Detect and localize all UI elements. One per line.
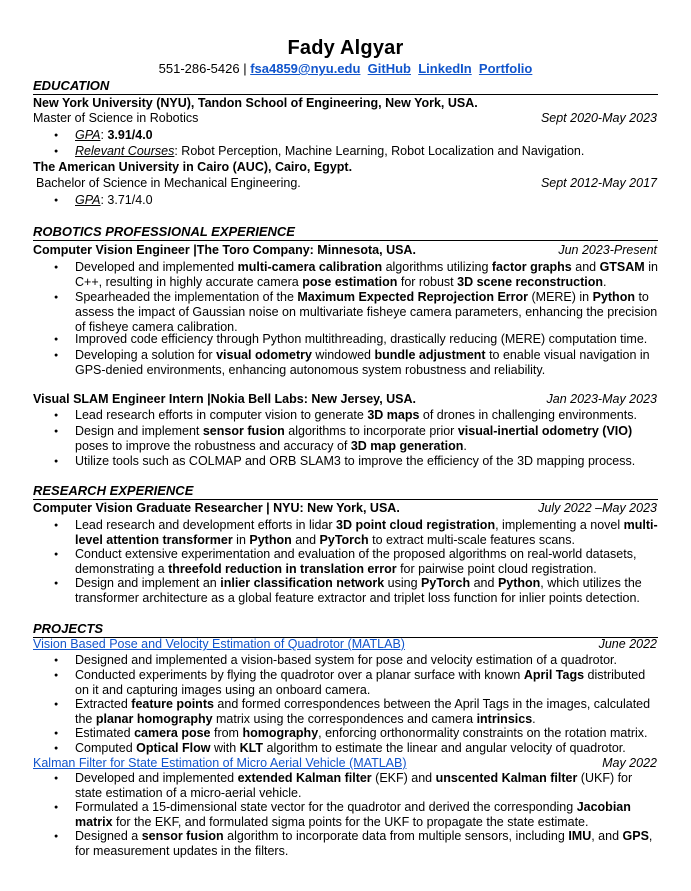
research-job-row bbox=[33, 501, 657, 516]
school2-gpa: ● GPA: 3.71/4.0 bbox=[75, 193, 660, 208]
email-link[interactable]: fsa4859@nyu.edu bbox=[250, 61, 361, 76]
research-job-title: Computer Vision Graduate Researcher | NYU: New York, USA. bbox=[33, 501, 400, 515]
projects-heading: PROJECTS bbox=[33, 621, 658, 638]
school2-name: The American University in Cairo (AUC), Cairo, Egypt. bbox=[33, 160, 353, 174]
job1-bullet-4: ● Developing a solution for visual odometry windowed bundle adjustment to enable visual navigation in GPS-denied environments, enhancing autonomous system robustness and reliability. bbox=[75, 348, 660, 378]
school2-dates: Sept 2012-May 2017 bbox=[540, 176, 657, 190]
project1-bullet-3: ● Extracted feature points and formed correspondences between the April Tags in the images, calculated the planar homography matrix using the correspondences and camera intrinsics. bbox=[75, 697, 660, 727]
project2-row bbox=[33, 756, 657, 771]
project2-bullet-2: ● Formulated a 15-dimensional state vector for the quadrotor and derived the corresponding Jacobian matrix for the EKF, and formulated sigma points for the UKF to propagate the state estimate. bbox=[75, 800, 660, 830]
job2-dates: Jan 2023-May 2023 bbox=[546, 392, 657, 406]
education-heading: EDUCATION bbox=[33, 78, 658, 95]
research-bullet-3: ● Design and implement an inlier classification network using PyTorch and Python, which utilizes the transformer architecture as a global feature extractor and triplet loss function for inlier points detection. bbox=[75, 576, 660, 606]
school1-courses: ● Relevant Courses: Robot Perception, Machine Learning, Robot Localization and Navigation. bbox=[75, 144, 660, 159]
project2-date: May 2022 bbox=[602, 756, 657, 770]
job1-row bbox=[33, 243, 657, 258]
project1-link[interactable]: Vision Based Pose and Velocity Estimation of Quadrotor (MATLAB) bbox=[33, 637, 405, 651]
job1-bullet-1: ● Developed and implemented multi-camera calibration algorithms utilizing factor graphs and GTSAM in C++, resulting in highly accurate camera pose estimation for robust 3D scene reconstruction. bbox=[75, 260, 660, 290]
research-bullet-1: ● Lead research and development efforts in lidar 3D point cloud registration, implementing a novel multi-level attention transformer in Python and PyTorch to extract multi-scale features scans. bbox=[75, 518, 660, 548]
school2-degree: Bachelor of Science in Mechanical Engineering. bbox=[36, 176, 301, 190]
job2-row bbox=[33, 392, 657, 407]
portfolio-link[interactable]: Portfolio bbox=[478, 61, 533, 76]
project1-bullet-2: ● Conducted experiments by flying the quadrotor over a planar surface with known April Tags distributed on it and capturing images using an onboard camera. bbox=[75, 668, 660, 698]
job1-dates: Jun 2023-Present bbox=[558, 243, 657, 257]
research-bullet-2: ● Conduct extensive experimentation and evaluation of the proposed algorithms on real-world datasets, demonstrating a threefold reduction in translation error for pairwise point cloud registration. bbox=[75, 547, 660, 577]
contact-line bbox=[0, 61, 691, 76]
school1-degree-row bbox=[33, 111, 657, 126]
job2-bullet-1: ● Lead research efforts in computer vision to generate 3D maps of drones in challenging environments. bbox=[75, 408, 660, 423]
job1-bullet-2: ● Spearheaded the implementation of the Maximum Expected Reprojection Error (MERE) in Python to assess the impact of Gaussian noise on multivariate fisheye camera parameters, enhancing the precision of fisheye camera calibration. bbox=[75, 290, 660, 335]
phone-number: 551-286-5426 | bbox=[158, 61, 247, 76]
school1-degree: Master of Science in Robotics bbox=[33, 111, 199, 125]
school2-degree-row bbox=[33, 176, 657, 191]
job1-title: Computer Vision Engineer |The Toro Company: Minnesota, USA. bbox=[33, 243, 416, 257]
robotics-heading: ROBOTICS PROFESSIONAL EXPERIENCE bbox=[33, 224, 658, 241]
project1-bullet-1: ● Designed and implemented a vision-based system for pose and velocity estimation of a quadrotor. bbox=[75, 653, 660, 668]
github-link[interactable]: GitHub bbox=[367, 61, 411, 76]
school1-dates: Sept 2020-May 2023 bbox=[540, 111, 657, 125]
project1-row bbox=[33, 637, 657, 652]
job1-bullet-3: ● Improved code efficiency through Python multithreading, drastically reducing (MERE) computation time. bbox=[75, 332, 660, 347]
job2-bullet-3: ● Utilize tools such as COLMAP and ORB SLAM3 to improve the efficiency of the 3D mapping process. bbox=[75, 454, 660, 469]
research-heading: RESEARCH EXPERIENCE bbox=[33, 483, 658, 500]
research-job-dates: July 2022 –May 2023 bbox=[538, 501, 657, 515]
job2-bullet-2: ● Design and implement sensor fusion algorithms to incorporate prior visual-inertial odometry (VIO) poses to improve the robustness and accuracy of 3D map generation. bbox=[75, 424, 660, 454]
project2-bullet-1: ● Developed and implemented extended Kalman filter (EKF) and unscented Kalman filter (UKF) for state estimation of a micro-aerial vehicle. bbox=[75, 771, 660, 801]
job2-title: Visual SLAM Engineer Intern |Nokia Bell Labs: New Jersey, USA. bbox=[33, 392, 417, 406]
school1-gpa: ● GPA: 3.91/4.0 bbox=[75, 128, 660, 143]
linkedin-link[interactable]: LinkedIn bbox=[418, 61, 472, 76]
project1-bullet-5: ● Computed Optical Flow with KLT algorithm to estimate the linear and angular velocity of quadrotor. bbox=[75, 741, 660, 756]
project2-link[interactable]: Kalman Filter for State Estimation of Micro Aerial Vehicle (MATLAB) bbox=[33, 756, 407, 770]
project1-bullet-4: ● Estimated camera pose from homography, enforcing orthonormality constraints on the rotation matrix. bbox=[75, 726, 660, 741]
project1-date: June 2022 bbox=[598, 637, 657, 651]
resume-name: Fady Algyar bbox=[287, 37, 404, 59]
school1-name: New York University (NYU), Tandon School of Engineering, New York, USA. bbox=[33, 96, 478, 110]
project2-bullet-3: ● Designed a sensor fusion algorithm to incorporate data from multiple sensors, including IMU, and GPS, for measurement updates in the filters. bbox=[75, 829, 660, 859]
